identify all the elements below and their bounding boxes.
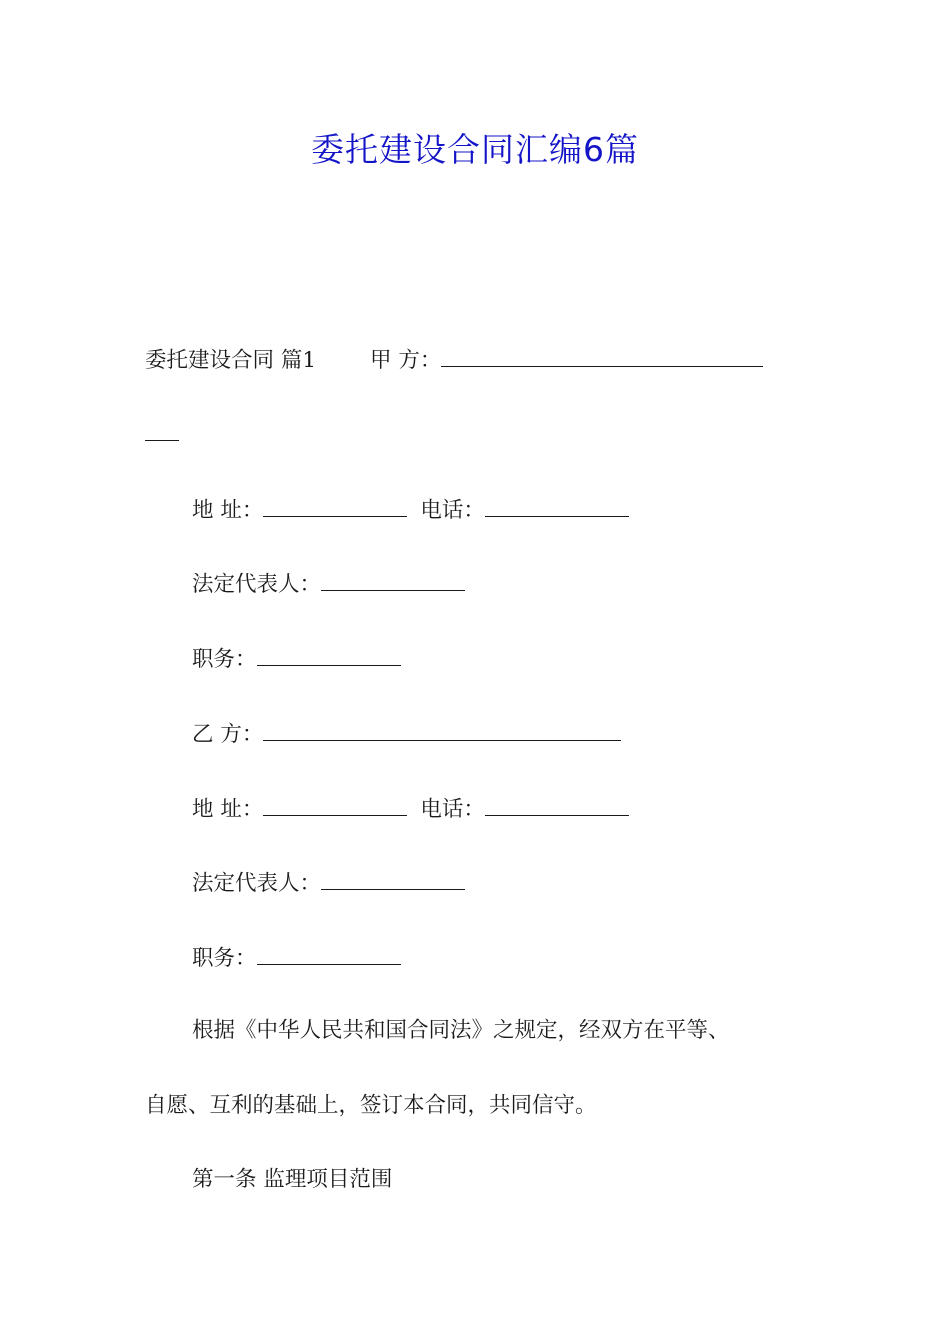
party-a-name-blank-continued bbox=[145, 418, 179, 450]
party-b-address-blank bbox=[263, 793, 407, 816]
party-b-legal-rep-label: 法定代表人： bbox=[192, 871, 322, 896]
party-a-name-blank-tail bbox=[145, 418, 179, 441]
party-a-position-line bbox=[192, 643, 401, 675]
preamble-line-1: 根据《中华人民共和国合同法》之规定，经双方在平等、 bbox=[192, 1018, 730, 1043]
party-a-address-label: 地 址： bbox=[192, 498, 264, 523]
party-a-label: 甲 方： bbox=[370, 348, 442, 373]
party-b-name-blank bbox=[263, 718, 621, 741]
party-b-legal-rep-blank bbox=[321, 867, 465, 890]
party-a-legal-rep-line bbox=[192, 568, 465, 600]
party-b-line bbox=[192, 718, 621, 750]
document-title: 委托建设合同汇编6篇 bbox=[311, 130, 639, 169]
preamble-line-2: 自愿、互利的基础上，签订本合同，共同信守。 bbox=[145, 1093, 597, 1118]
party-a-address-blank bbox=[263, 494, 407, 517]
party-a-legal-rep-label: 法定代表人： bbox=[192, 572, 322, 597]
party-b-legal-rep-line bbox=[192, 867, 465, 899]
party-a-name-blank bbox=[441, 344, 763, 367]
party-b-phone-label: 电话： bbox=[420, 797, 485, 822]
article-1-heading: 第一条 监理项目范围 bbox=[192, 1167, 393, 1192]
party-b-position-blank bbox=[257, 942, 401, 965]
party-a-line bbox=[145, 344, 763, 376]
party-a-phone-blank bbox=[485, 494, 629, 517]
party-a-position-label: 职务： bbox=[192, 647, 257, 672]
party-b-address-line bbox=[192, 793, 629, 825]
party-b-address-label: 地 址： bbox=[192, 797, 264, 822]
party-a-address-line bbox=[192, 494, 629, 526]
party-b-phone-blank bbox=[485, 793, 629, 816]
section-heading: 委托建设合同 篇1 bbox=[145, 348, 317, 373]
party-a-legal-rep-blank bbox=[321, 568, 465, 591]
party-a-phone-label: 电话： bbox=[420, 498, 485, 523]
party-b-position-label: 职务： bbox=[192, 946, 257, 971]
party-a-position-blank bbox=[257, 643, 401, 666]
party-b-position-line bbox=[192, 942, 401, 974]
party-b-label: 乙 方： bbox=[192, 722, 264, 747]
